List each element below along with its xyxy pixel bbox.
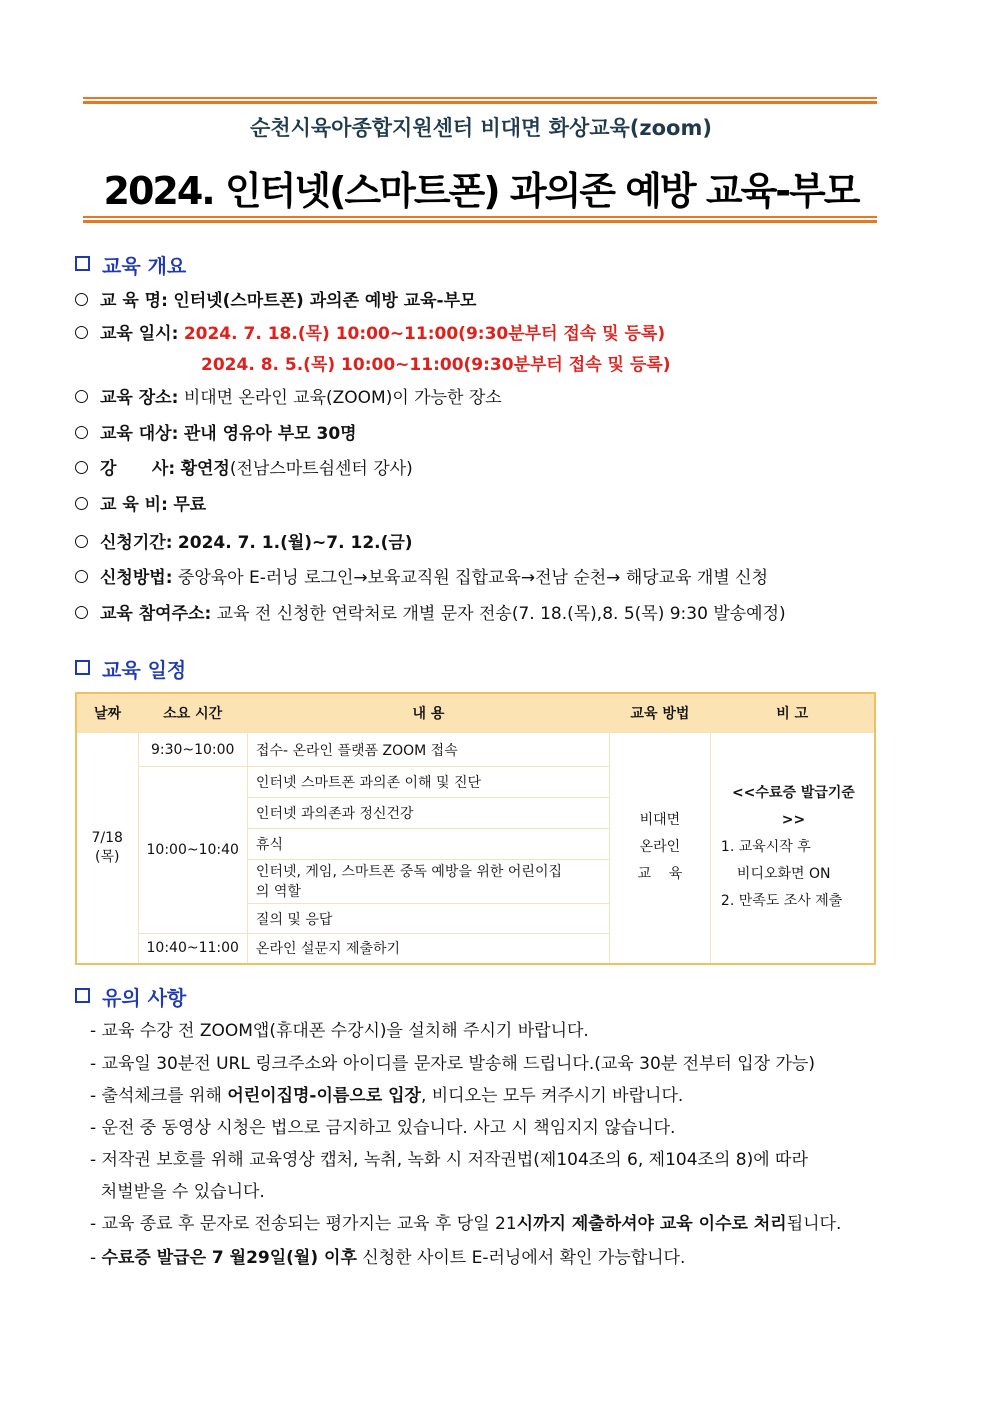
circle-bullet-icon	[75, 293, 88, 306]
overview-item	[75, 286, 476, 311]
overview-item	[75, 490, 206, 515]
item-value: 교육 전 신청한 연락처로 개별 문자 전송(7. 18.(목),8. 5(목) 9:30 발송예정)	[216, 604, 786, 624]
time-cell: 10:40~11:00	[138, 934, 247, 964]
overview-item	[75, 599, 786, 624]
note-text: 어린이집명-이름으로 입장	[227, 1086, 421, 1106]
note-item	[90, 1049, 815, 1074]
remarks-line: 비디오화면 ON	[736, 866, 831, 883]
note-text: - 출석체크를 위해	[90, 1086, 228, 1106]
item-label: 교 육 비:	[100, 495, 168, 515]
note-item	[90, 1081, 683, 1106]
content-cell: 온라인 설문지 제출하기	[247, 934, 609, 964]
circle-bullet-icon	[75, 497, 88, 510]
item-value: 인터넷(스마트폰) 과의존 예방 교육-부모	[173, 291, 477, 311]
note-text: , 비디오는 모두 켜주시기 바랍니다.	[420, 1086, 684, 1106]
item-label: 교 육 명:	[100, 291, 168, 311]
circle-bullet-icon	[75, 426, 88, 439]
remarks-line: 1. 교육시작 후	[720, 839, 811, 856]
heading-text: 교육 일정	[102, 658, 187, 682]
note-text: -	[90, 1248, 102, 1268]
note-item	[90, 1243, 685, 1268]
item-value: 2024. 7. 18.(목) 10:00~11:00(9:30분부터 접속 및 등록)	[183, 324, 666, 344]
remarks-cell	[710, 733, 875, 964]
content-cell: 접수- 온라인 플랫폼 ZOOM 접속	[247, 733, 609, 767]
circle-bullet-icon	[75, 606, 88, 619]
date: 7/18	[91, 829, 123, 846]
circle-bullet-icon	[75, 535, 88, 548]
item-label: 교육 참여주소:	[100, 604, 212, 624]
remarks-line: 2. 만족도 조사 제출	[720, 893, 843, 910]
item-label: 강 사:	[100, 459, 176, 479]
method-cell	[609, 733, 710, 964]
content-cell: 질의 및 응답	[247, 904, 609, 934]
note-text: 시까지 제출하셔야 교육 이수로 처리	[516, 1214, 787, 1234]
time-cell: 10:00~10:40	[138, 767, 247, 934]
note-text: 처벌받을 수 있습니다.	[90, 1182, 265, 1202]
note-text: 됩니다.	[786, 1214, 842, 1234]
column-header: 교육 방법	[609, 693, 710, 733]
subtitle: 순천시육아종합지원센터 비대면 화상교육(zoom)	[250, 116, 712, 140]
date-cell	[76, 733, 138, 964]
item-value: 비대면 온라인 교육(ZOOM)이 가능한 장소	[183, 388, 502, 408]
table-row	[76, 733, 875, 767]
item-value-second-date: 2024. 8. 5.(목) 10:00~11:00(9:30분부터 접속 및 등록)	[201, 355, 671, 375]
overview-item	[75, 563, 768, 588]
checkbox-bullet-icon	[75, 256, 90, 271]
note-text: - 교육 수강 전 ZOOM앱(휴대폰 수강시)을 설치해 주시기 바랍니다.	[90, 1021, 589, 1041]
item-value-extra: (전남스마트쉼센터 강사)	[229, 459, 413, 479]
item-label: 교육 대상:	[100, 424, 179, 444]
note-text: 수료증 발급은 7 월29일(월) 이후	[101, 1248, 357, 1268]
note-item	[90, 1016, 589, 1041]
heading-text: 교육 개요	[102, 254, 187, 278]
note-text: 신청한 사이트 E-러닝에서 확인 가능합니다.	[356, 1248, 686, 1268]
note-text: - 교육일 30분전 URL 링크주소와 아이디를 문자로 발송해 드립니다.(교육 30분 전부터 입장 가능)	[90, 1054, 815, 1074]
item-value: 중앙육아 E-러닝 로그인→보육교직원 집합교육→전남 순천→ 해당교육 개별 신청	[177, 568, 768, 588]
bottom-rule	[83, 216, 877, 223]
note-item	[90, 1113, 675, 1138]
note-item	[90, 1177, 265, 1202]
content-cell: 인터넷, 게임, 스마트폰 중독 예방을 위한 어린이집의 역할	[247, 860, 609, 904]
overview-item	[75, 454, 413, 479]
content-cell: 인터넷 스마트폰 과의존 이해 및 진단	[247, 767, 609, 798]
remarks-title: <<수료증 발급기준>>	[731, 785, 855, 829]
note-text: - 저작권 보호를 위해 교육영상 캡처, 녹취, 녹화 시 저작권법(제104조의 6, 제104조의 8)에 따라	[90, 1150, 808, 1170]
overview-item	[75, 419, 357, 444]
item-label: 신청기간:	[100, 533, 173, 553]
column-header: 내 용	[247, 693, 609, 733]
method-line: 교 육	[637, 866, 683, 883]
schedule-table	[75, 692, 876, 965]
circle-bullet-icon	[75, 461, 88, 474]
table-header-row	[76, 693, 875, 733]
method-line: 온라인	[639, 839, 681, 856]
item-value: 무료	[173, 495, 207, 515]
content-cell: 인터넷 과의존과 정신건강	[247, 798, 609, 829]
column-header: 비 고	[710, 693, 875, 733]
time-cell: 9:30~10:00	[138, 733, 247, 767]
section-overview-heading	[75, 250, 186, 279]
note-item	[90, 1145, 808, 1170]
day: (목)	[95, 848, 120, 865]
checkbox-bullet-icon	[75, 660, 90, 675]
top-rule	[83, 97, 877, 104]
item-label: 신청방법:	[100, 568, 173, 588]
column-header: 소요 시간	[138, 693, 247, 733]
page-title: 2024. 인터넷(스마트폰) 과의존 예방 교육-부모	[103, 169, 859, 213]
item-value: 관내 영유아 부모 30명	[183, 424, 357, 444]
method-line: 비대면	[639, 812, 681, 829]
overview-item	[75, 383, 502, 408]
section-notes-heading	[75, 982, 186, 1011]
content-cell: 휴식	[247, 829, 609, 860]
note-text: - 교육 종료 후 문자로 전송되는 평가지는 교육 후 당일 21	[90, 1214, 517, 1234]
overview-item	[75, 528, 413, 553]
item-label: 교육 장소:	[100, 388, 179, 408]
item-label: 교육 일시:	[100, 324, 179, 344]
item-value: 2024. 7. 1.(월)~7. 12.(금)	[177, 533, 413, 553]
section-schedule-heading	[75, 654, 186, 683]
note-item	[90, 1209, 841, 1234]
column-header: 날짜	[76, 693, 138, 733]
item-value: 황연정	[180, 459, 230, 479]
circle-bullet-icon	[75, 570, 88, 583]
overview-item	[75, 319, 665, 344]
circle-bullet-icon	[75, 326, 88, 339]
note-text: - 운전 중 동영상 시청은 법으로 금지하고 있습니다. 사고 시 책임지지 않습니다.	[90, 1118, 676, 1138]
circle-bullet-icon	[75, 390, 88, 403]
heading-text: 유의 사항	[102, 986, 187, 1010]
checkbox-bullet-icon	[75, 988, 90, 1003]
